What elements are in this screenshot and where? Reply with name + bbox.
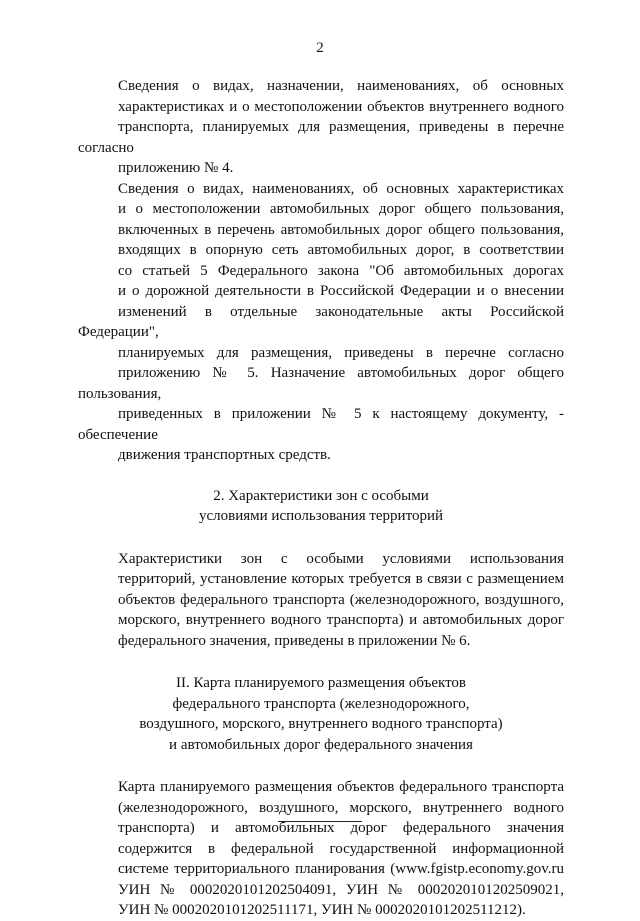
spacer	[78, 466, 564, 486]
text-line: включенных в перечень автомобильных дорог общего пользования,	[118, 221, 564, 238]
heading-line: 2. Характеристики зон с особыми	[213, 487, 429, 504]
text-line: Сведения о видах, назначении, наименованиях, об основных	[118, 78, 564, 94]
text-line: морского, внутреннего водного транспорта) и автомобильных дорог	[118, 612, 564, 628]
text-line: и о местоположении автомобильных дорог общего пользования,	[118, 201, 564, 217]
text-line: Сведения о видах, наименованиях, об основных характеристиках	[118, 180, 564, 197]
text-line: приведенных в приложении № 5 к настоящему документу, - обеспечение	[78, 406, 564, 443]
text-line: содержится в федеральной государственной информационной	[118, 840, 564, 857]
heading-line: II. Карта планируемого размещения объектов	[175, 675, 467, 691]
paragraph-zone-characteristics	[78, 549, 564, 652]
text-line: транспорта, планируемых для размещения, приведены в перечне согласно	[78, 119, 564, 156]
text-line: федерального значения, приведены в приложении № 6.	[118, 632, 471, 649]
text-line: изменений в отдельные законодательные акты Российской Федерации",	[78, 303, 564, 340]
text-line: Характеристики зон с особыми условиями использования	[118, 550, 564, 567]
heading-line: федерального транспорта (железнодорожного,	[172, 695, 470, 712]
spacer	[78, 755, 564, 777]
page-number: 2	[316, 40, 324, 56]
paragraph-public-roads	[78, 179, 564, 466]
text-line: входящих в опорную сеть автомобильных дорог, в соответствии	[118, 242, 564, 258]
section-heading-map	[78, 673, 564, 755]
text-line: движения транспортных средств.	[118, 447, 331, 463]
text-line: системе территориального планирования (www.fgistp.economy.gov.ru	[118, 861, 564, 877]
heading-line: и автомобильных дорог федерального значения	[169, 736, 473, 753]
text-line: характеристиках и о местоположении объектов внутреннего водного	[118, 98, 564, 115]
paragraph-inland-water-transport	[78, 76, 564, 179]
text-line: транспорта) и автомобильных дорог федерального значения	[118, 820, 564, 836]
text-line: УИН № 0002020101202511171, УИН № 0002020101202511212).	[118, 902, 526, 918]
document-body	[78, 76, 564, 921]
text-line: Карта планируемого размещения объектов федерального транспорта	[118, 779, 564, 795]
text-line: территорий, установление которых требуется в связи с размещением	[118, 571, 564, 587]
text-line: планируемых для размещения, приведены в перечне согласно	[118, 344, 564, 361]
text-line: со статьей 5 Федерального закона "Об автомобильных дорогах	[118, 262, 564, 279]
text-line: УИН № 0002020101202504091, УИН № 0002020101202509021,	[118, 881, 564, 898]
paragraph-map-reference	[78, 777, 564, 921]
section-heading-zones	[78, 486, 564, 527]
heading-line: условиями использования территорий	[199, 508, 443, 524]
spacer	[78, 651, 564, 673]
heading-line: воздушного, морского, внутреннего водного транспорта)	[139, 716, 503, 732]
text-line: и о дорожной деятельности в Российской Федерации и о внесении	[118, 283, 564, 299]
text-line: объектов федерального транспорта (железнодорожного, воздушного,	[118, 591, 564, 608]
spacer	[78, 527, 564, 549]
text-line: приложению № 5. Назначение автомобильных дорог общего пользования,	[78, 365, 564, 402]
end-separator-line	[278, 821, 362, 822]
text-line: приложению № 4.	[118, 160, 234, 176]
text-line: (железнодорожного, воздушного, морского, внутреннего водного	[118, 799, 564, 816]
